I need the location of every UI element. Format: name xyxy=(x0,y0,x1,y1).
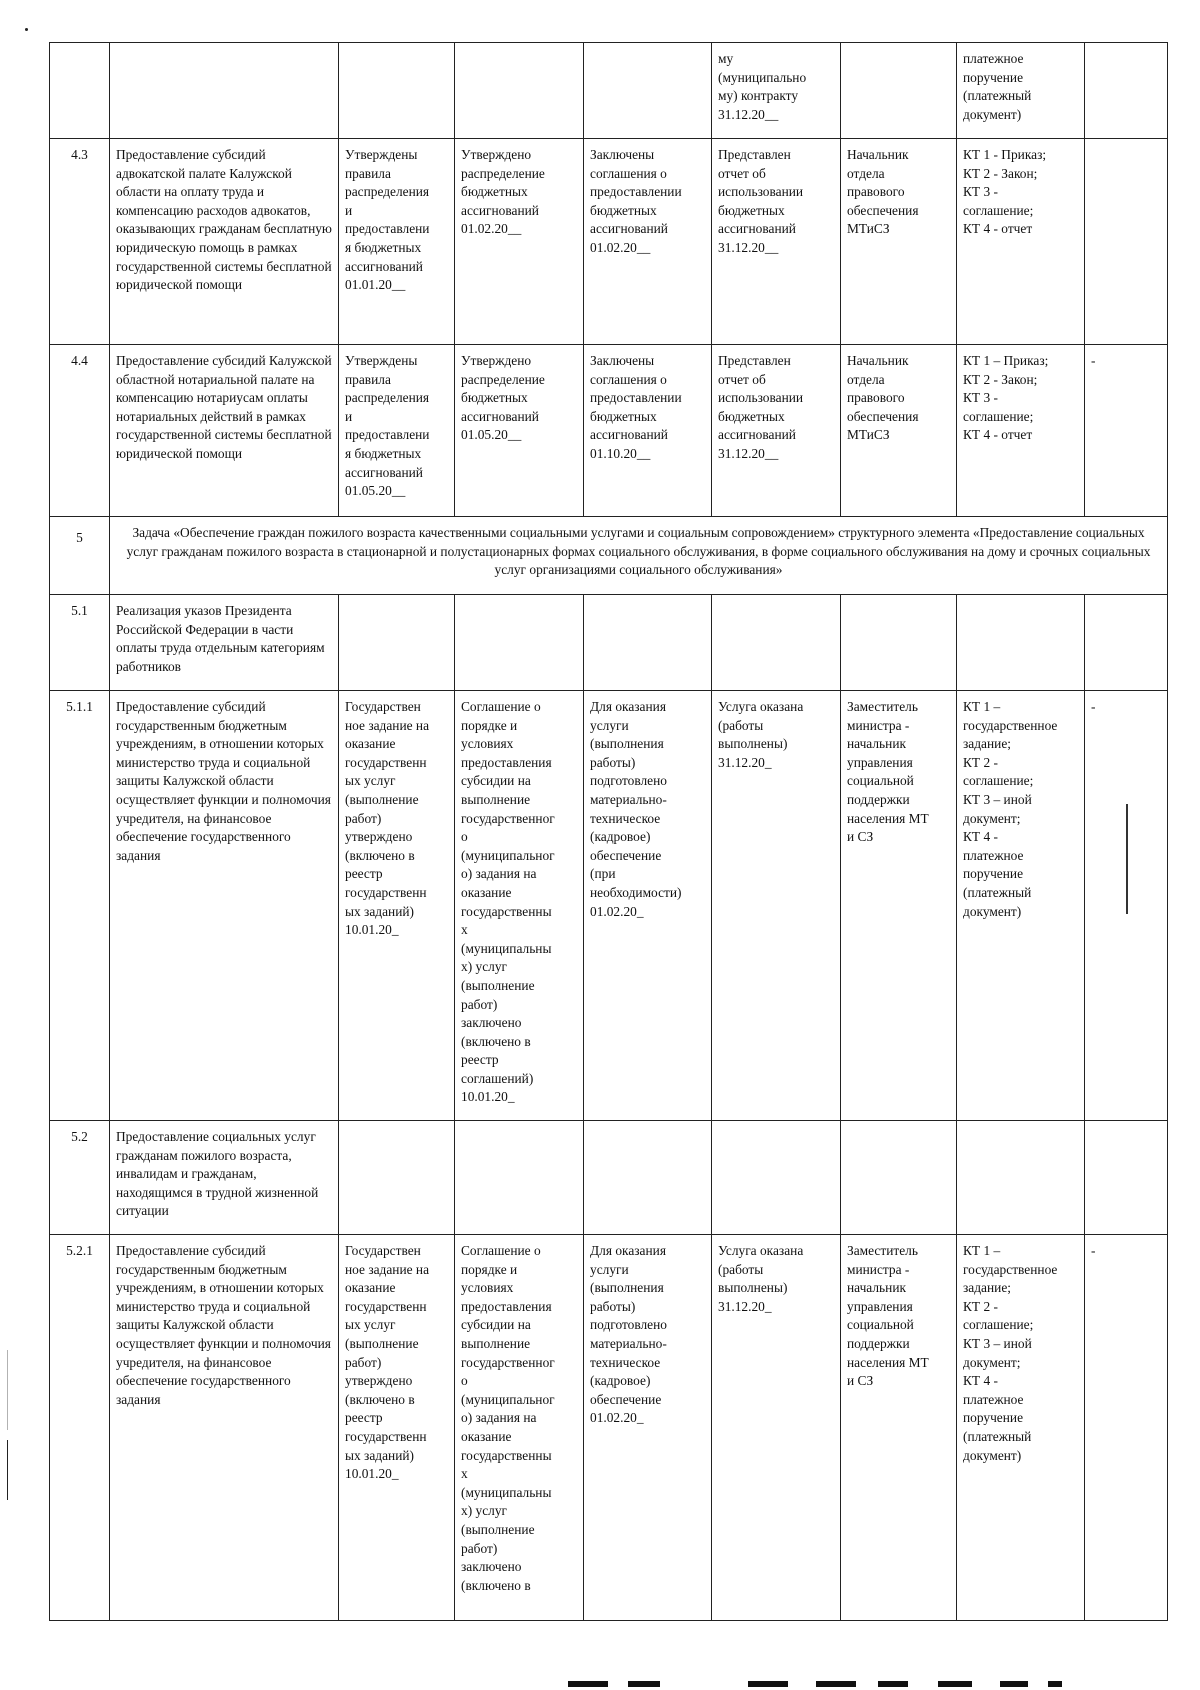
control-point-2-cell xyxy=(455,1121,584,1235)
control-point-3-cell xyxy=(584,43,712,139)
control-point-3-cell xyxy=(584,595,712,691)
table-row-4-3 xyxy=(50,139,1168,345)
responsible-cell xyxy=(841,595,957,691)
event-name-cell: Предоставление субсидий государственным бюджетным учреждениям, в отношении которых министерство труда и социальной защиты Калужской области осуществляет функции и полномочия учредителя, на финансовое обеспечение государственного задания xyxy=(110,1235,339,1621)
document-type-cell: платежное поручение (платежный документ) xyxy=(957,43,1085,139)
table-row-continuation xyxy=(50,43,1168,139)
page-dot-mark xyxy=(25,28,28,31)
scan-bottom-mark xyxy=(748,1681,788,1687)
control-point-1-cell: Государствен ное задание на оказание государственн ых услуг (выполнение работ) утверждено (включено в реестр государственн ых заданий) 10.01.20_ xyxy=(339,691,455,1121)
control-point-2-cell: Утверждено распределение бюджетных ассигнований 01.02.20__ xyxy=(455,139,584,345)
scan-bottom-mark xyxy=(628,1681,660,1687)
document-type-cell: КТ 1 - Приказ; КТ 2 - Закон; КТ 3 - соглашение; КТ 4 - отчет xyxy=(957,139,1085,345)
responsible-cell: Начальник отдела правового обеспечения МТиСЗ xyxy=(841,345,957,517)
document-type-cell: КТ 1 – государственное задание; КТ 2 - соглашение; КТ 3 – иной документ; КТ 4 - платежное поручение (платежный документ) xyxy=(957,1235,1085,1621)
scan-margin-line xyxy=(7,1440,8,1500)
control-point-3-cell: Для оказания услуги (выполнения работы) подготовлено материально- техническое (кадровое) обеспечение (при необходимости) 01.02.20_ xyxy=(584,691,712,1121)
control-point-1-cell: Утверждены правила распределения и предоставлени я бюджетных ассигнований 01.05.20__ xyxy=(339,345,455,517)
table-row-5-1 xyxy=(50,595,1168,691)
note-cell xyxy=(1085,139,1168,345)
row-number: 4.4 xyxy=(50,345,110,517)
event-name-cell: Предоставление субсидий адвокатской палате Калужской области на оплату труда и компенсацию расходов адвокатов, оказывающих гражданам бесплатную юридическую помощь в рамках государственной системы бесплатной юридической помощи xyxy=(110,139,339,345)
control-point-4-cell: му (муниципально му) контракту 31.12.20__ xyxy=(712,43,841,139)
control-point-3-cell xyxy=(584,1121,712,1235)
control-point-4-cell: Представлен отчет об использовании бюджетных ассигнований 31.12.20__ xyxy=(712,139,841,345)
control-point-1-cell: Государствен ное задание на оказание государственн ых услуг (выполнение работ) утверждено (включено в реестр государственн ых заданий) 10.01.20_ xyxy=(339,1235,455,1621)
note-cell xyxy=(1085,1121,1168,1235)
responsible-cell xyxy=(841,43,957,139)
event-name-cell: Реализация указов Президента Российской Федерации в части оплаты труда отдельным категориям работников xyxy=(110,595,339,691)
event-name-cell: Предоставление субсидий Калужской областной нотариальной палате на компенсацию нотариусам оплаты нотариальных действий в рамках государственной системы бесплатной юридической помощи xyxy=(110,345,339,517)
row-number: 5.2 xyxy=(50,1121,110,1235)
row-number: 4.3 xyxy=(50,139,110,345)
row-number: 5.1 xyxy=(50,595,110,691)
control-point-4-cell: Представлен отчет об использовании бюджетных ассигнований 31.12.20__ xyxy=(712,345,841,517)
control-point-3-cell: Заключены соглашения о предоставлении бюджетных ассигнований 01.02.20__ xyxy=(584,139,712,345)
document-type-cell xyxy=(957,595,1085,691)
note-cell xyxy=(1085,43,1168,139)
table-row-4-4 xyxy=(50,345,1168,517)
scan-bottom-mark xyxy=(568,1681,608,1687)
row-number xyxy=(50,43,110,139)
row-number: 5.1.1 xyxy=(50,691,110,1121)
document-type-cell xyxy=(957,1121,1085,1235)
scan-margin-line xyxy=(7,1350,8,1430)
control-point-1-cell xyxy=(339,595,455,691)
control-point-2-cell: Соглашение о порядке и условиях предоставления субсидии на выполнение государственног о (муниципальног о) задания на оказание государственны х (муниципальны х) услуг (выполнение работ) заключено (включено в реестр соглашений) 10.01.20_ xyxy=(455,691,584,1121)
control-point-4-cell xyxy=(712,1121,841,1235)
control-point-2-cell: Утверждено распределение бюджетных ассигнований 01.05.20__ xyxy=(455,345,584,517)
control-point-1-cell: Утверждены правила распределения и предоставлени я бюджетных ассигнований 01.01.20__ xyxy=(339,139,455,345)
note-cell xyxy=(1085,595,1168,691)
document-type-cell: КТ 1 – Приказ; КТ 2 - Закон; КТ 3 - соглашение; КТ 4 - отчет xyxy=(957,345,1085,517)
control-point-3-cell: Заключены соглашения о предоставлении бюджетных ассигнований 01.10.20__ xyxy=(584,345,712,517)
scan-bottom-mark xyxy=(1000,1681,1028,1687)
note-cell: - xyxy=(1085,691,1168,1121)
event-name-cell: Предоставление субсидий государственным бюджетным учреждениям, в отношении которых министерство труда и социальной защиты Калужской области осуществляет функции и полномочия учредителя, на финансовое обеспечение государственного задания xyxy=(110,691,339,1121)
table-row-5-2 xyxy=(50,1121,1168,1235)
row-number: 5.2.1 xyxy=(50,1235,110,1621)
scan-bottom-mark xyxy=(938,1681,972,1687)
control-point-4-cell: Услуга оказана (работы выполнены) 31.12.20_ xyxy=(712,691,841,1121)
document-type-cell: КТ 1 – государственное задание; КТ 2 - соглашение; КТ 3 – иной документ; КТ 4 - платежное поручение (платежный документ) xyxy=(957,691,1085,1121)
event-name-cell xyxy=(110,43,339,139)
scan-bottom-mark xyxy=(1048,1681,1062,1687)
control-points-table xyxy=(49,42,1168,1621)
control-point-1-cell xyxy=(339,43,455,139)
control-point-2-cell xyxy=(455,595,584,691)
table-row-5-1-1 xyxy=(50,691,1168,1121)
scan-bottom-mark xyxy=(816,1681,856,1687)
control-point-2-cell: Соглашение о порядке и условиях предоставления субсидии на выполнение государственног о (муниципальног о) задания на оказание государственны х (муниципальны х) услуг (выполнение работ) заключено (включено в xyxy=(455,1235,584,1621)
scan-bottom-mark xyxy=(878,1681,908,1687)
note-cell: - xyxy=(1085,1235,1168,1621)
control-point-2-cell xyxy=(455,43,584,139)
event-name-cell: Предоставление социальных услуг гражданам пожилого возраста, инвалидам и гражданам, находящимся в трудной жизненной ситуации xyxy=(110,1121,339,1235)
table-row-5-2-1 xyxy=(50,1235,1168,1621)
note-cell: - xyxy=(1085,345,1168,517)
responsible-cell: Заместитель министра - начальник управления социальной поддержки населения МТ и СЗ xyxy=(841,1235,957,1621)
task-description-cell: Задача «Обеспечение граждан пожилого возраста качественными социальными услугами и социальным сопровождением» структурного элемента «Предоставление социальных услуг гражданам пожилого возраста в стационарной и полустационарных формах социального обслуживания, в форме социального обслуживания на дому и срочных социальных услуг организациями социального обслуживания» xyxy=(110,517,1168,595)
responsible-cell xyxy=(841,1121,957,1235)
control-point-4-cell: Услуга оказана (работы выполнены) 31.12.20_ xyxy=(712,1235,841,1621)
row-number: 5 xyxy=(50,517,110,595)
table-row-task-5 xyxy=(50,517,1168,595)
responsible-cell: Начальник отдела правового обеспечения МТиСЗ xyxy=(841,139,957,345)
scan-artifact-line xyxy=(1126,804,1128,914)
control-point-1-cell xyxy=(339,1121,455,1235)
control-point-3-cell: Для оказания услуги (выполнения работы) подготовлено материально- техническое (кадровое) обеспечение 01.02.20_ xyxy=(584,1235,712,1621)
responsible-cell: Заместитель министра - начальник управления социальной поддержки населения МТ и СЗ xyxy=(841,691,957,1121)
control-point-4-cell xyxy=(712,595,841,691)
